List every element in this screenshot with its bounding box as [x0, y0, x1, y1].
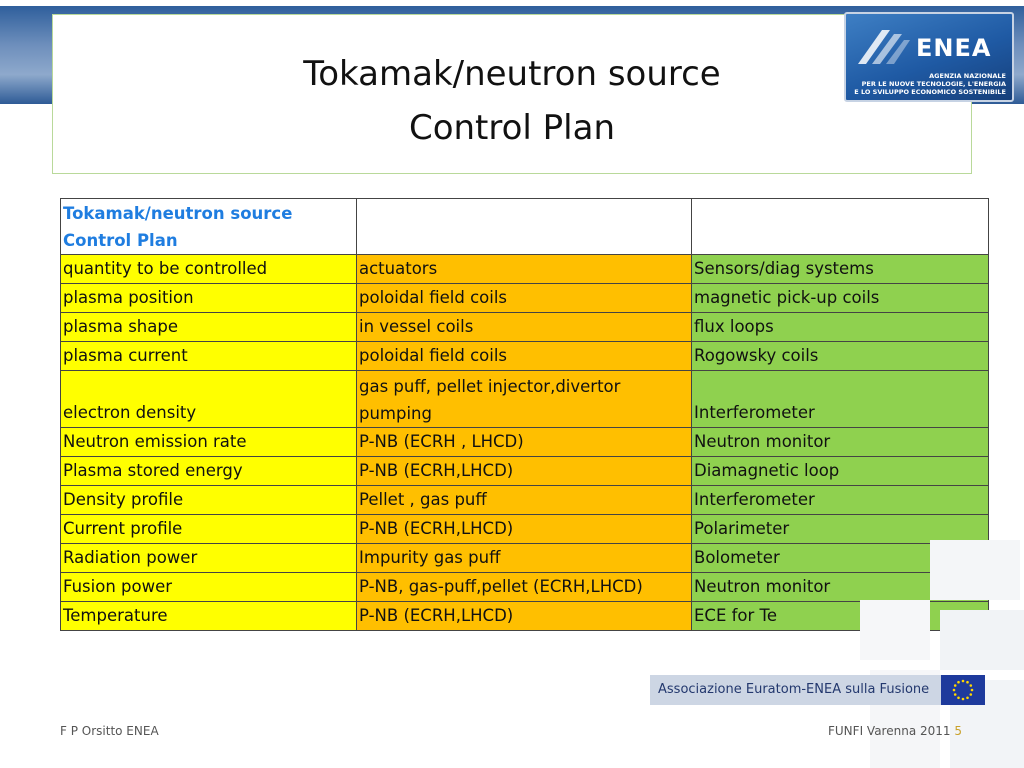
- footer-event-text: FUNFI Varenna 2011: [828, 724, 951, 738]
- euratom-banner: [650, 675, 985, 705]
- eu-flag-icon: [941, 675, 985, 705]
- actuator-cell: Impurity gas puff: [357, 544, 692, 573]
- table-row: [61, 428, 989, 457]
- table-row: [61, 284, 989, 313]
- quantity-cell: Radiation power: [61, 544, 357, 573]
- quantity-cell: plasma current: [61, 342, 357, 371]
- table-header-empty-cell: [357, 199, 692, 255]
- actuator-cell: P-NB (ECRH,LHCD): [357, 602, 692, 631]
- table-header-empty-cell: [692, 199, 989, 255]
- table-header-row: [61, 199, 989, 255]
- slide-title: [53, 47, 971, 155]
- table-row: [61, 515, 989, 544]
- quantity-cell: Density profile: [61, 486, 357, 515]
- sensor-cell: magnetic pick-up coils: [692, 284, 989, 313]
- quantity-cell: Temperature: [61, 602, 357, 631]
- table-title: [63, 200, 354, 254]
- actuator-cell: poloidal field coils: [357, 342, 692, 371]
- sensor-cell: flux loops: [692, 313, 989, 342]
- actuator-cell: poloidal field coils: [357, 284, 692, 313]
- sensor-cell: Polarimeter: [692, 515, 989, 544]
- table-row: [61, 457, 989, 486]
- quantity-cell: Fusion power: [61, 573, 357, 602]
- actuator-cell: P-NB, gas-puff,pellet (ECRH,LHCD): [357, 573, 692, 602]
- sensor-cell: Diamagnetic loop: [692, 457, 989, 486]
- sensor-cell: Neutron monitor: [692, 428, 989, 457]
- table-row: [61, 486, 989, 515]
- actuator-cell: P-NB (ECRH,LHCD): [357, 515, 692, 544]
- table-row: [61, 255, 989, 284]
- table-row: [61, 602, 989, 631]
- euratom-banner-text: Associazione Euratom-ENEA sulla Fusione: [658, 682, 930, 697]
- quantity-cell: electron density: [61, 371, 357, 428]
- sensor-cell: ECE for Te: [692, 602, 989, 631]
- quantity-cell: Current profile: [61, 515, 357, 544]
- actuator-cell: P-NB (ECRH , LHCD): [357, 428, 692, 457]
- control-plan-table: [60, 198, 989, 631]
- sensor-cell: Neutron monitor: [692, 573, 989, 602]
- enea-logo-sub-line1: AGENZIA NAZIONALE: [929, 72, 1006, 80]
- quantity-cell: Plasma stored energy: [61, 457, 357, 486]
- table-title-line2: Control Plan: [63, 231, 178, 250]
- sensor-cell: Sensors/diag systems: [692, 255, 989, 284]
- quantity-cell: Neutron emission rate: [61, 428, 357, 457]
- enea-logo-subtitle: [850, 72, 1006, 96]
- slide-title-line1: Tokamak/neutron source: [303, 54, 721, 94]
- sensor-cell: Interferometer: [692, 371, 989, 428]
- table-row: [61, 573, 989, 602]
- actuator-cell-text: [359, 373, 689, 427]
- table-title-line1: Tokamak/neutron source: [63, 204, 293, 223]
- quantity-cell: plasma shape: [61, 313, 357, 342]
- enea-logo: [844, 12, 1014, 102]
- actuator-cell: Pellet , gas puff: [357, 486, 692, 515]
- enea-logo-sub-line3: E LO SVILUPPO ECONOMICO SOSTENIBILE: [854, 88, 1006, 96]
- actuator-cell: P-NB (ECRH,LHCD): [357, 457, 692, 486]
- title-box: [52, 14, 972, 174]
- quantity-cell: plasma position: [61, 284, 357, 313]
- actuator-cell-line2: pumping: [359, 404, 432, 423]
- sensor-cell: Bolometer: [692, 544, 989, 573]
- footer-event: [828, 724, 962, 738]
- enea-logo-name: ENEA: [916, 34, 992, 62]
- actuator-cell: in vessel coils: [357, 313, 692, 342]
- footer-author: F P Orsitto ENEA: [60, 724, 159, 738]
- table-row: [61, 313, 989, 342]
- page-number: 5: [954, 724, 962, 738]
- table-header-cell: [61, 199, 357, 255]
- table-row: [61, 371, 989, 428]
- table-row: [61, 544, 989, 573]
- table-row: [61, 342, 989, 371]
- actuator-cell: actuators: [357, 255, 692, 284]
- sensor-cell: Rogowsky coils: [692, 342, 989, 371]
- enea-logo-sub-line2: PER LE NUOVE TECNOLOGIE, L'ENERGIA: [861, 80, 1006, 88]
- sensor-cell: Interferometer: [692, 486, 989, 515]
- enea-logo-mark-icon: [854, 24, 912, 72]
- slide-title-line2: Control Plan: [408, 108, 616, 148]
- quantity-cell: quantity to be controlled: [61, 255, 357, 284]
- actuator-cell-line1: gas puff, pellet injector,divertor: [359, 377, 621, 396]
- actuator-cell: [357, 371, 692, 428]
